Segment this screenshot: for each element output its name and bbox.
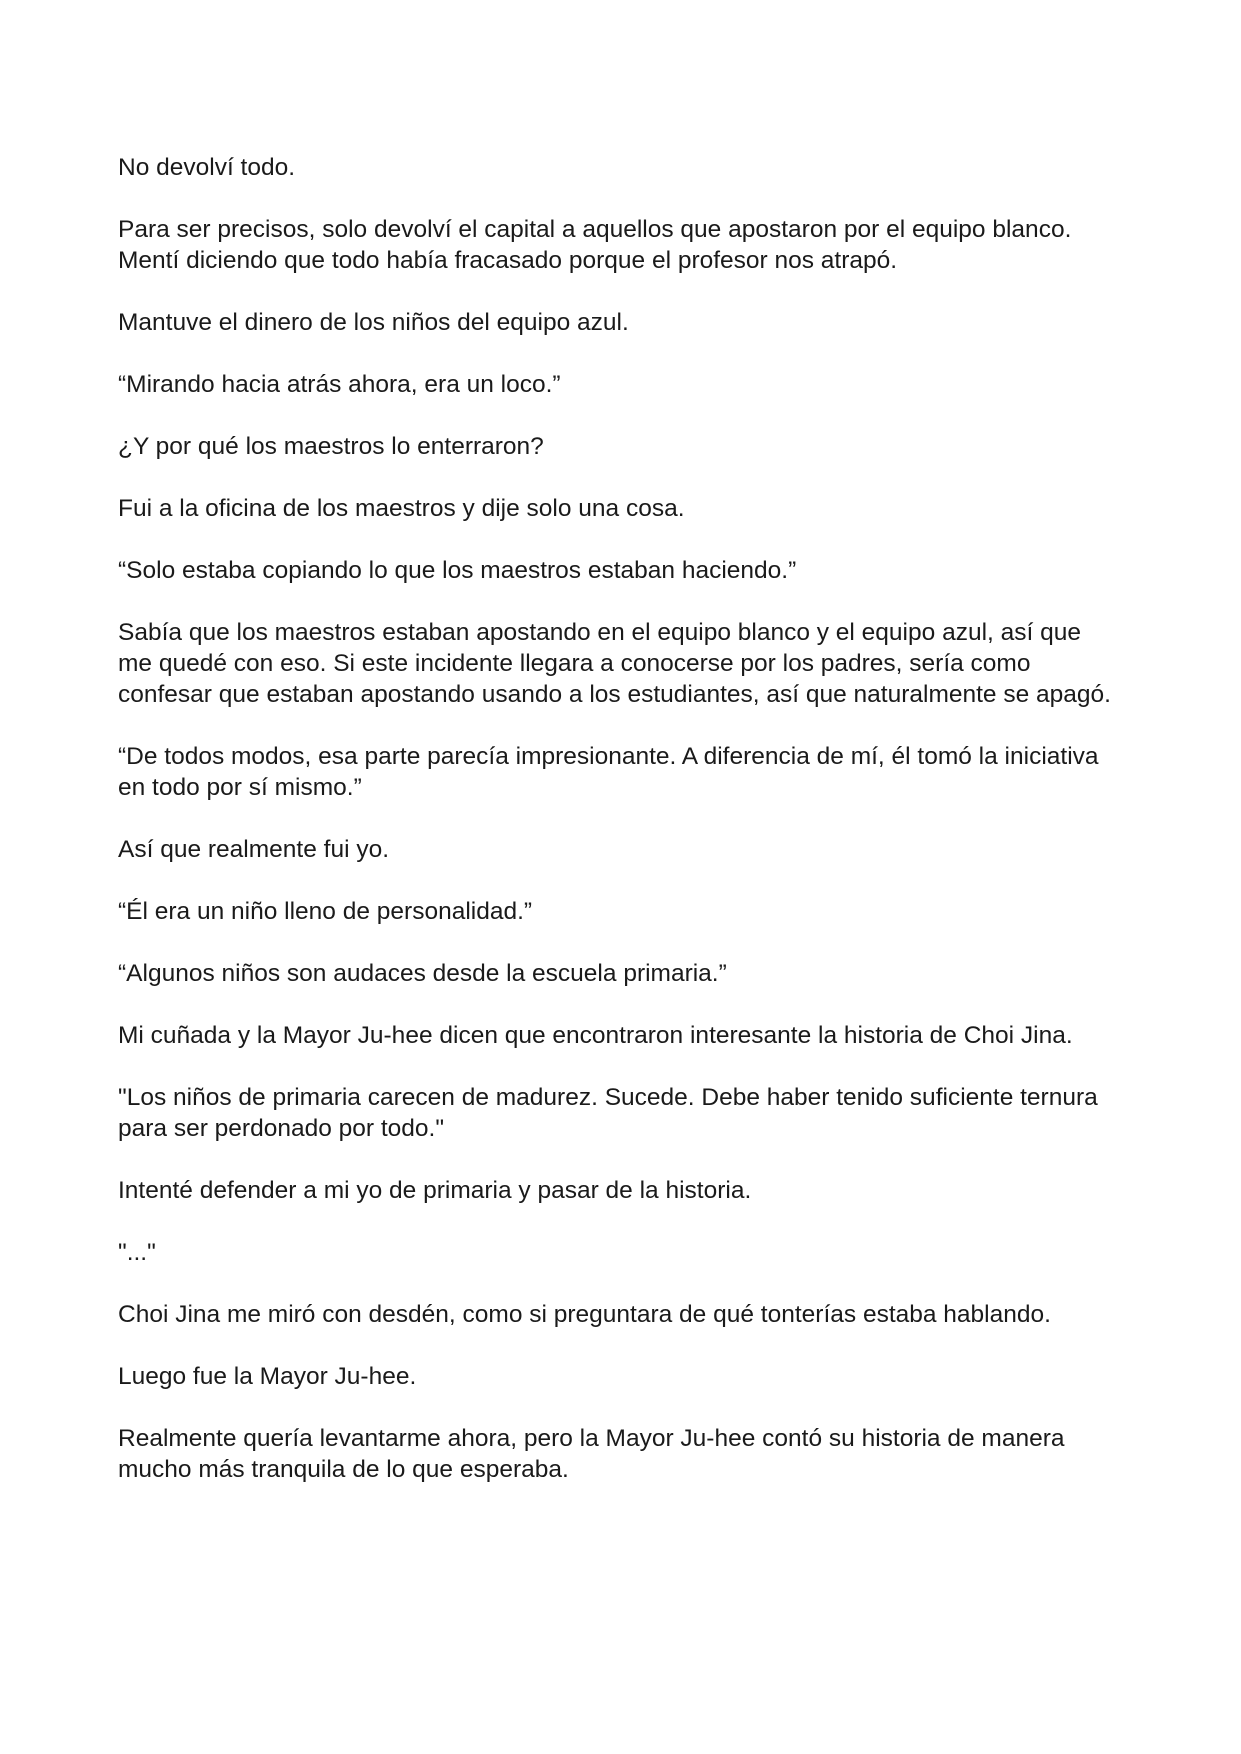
- paragraph: Fui a la oficina de los maestros y dije solo una cosa.: [118, 495, 685, 522]
- paragraph: Sabía que los maestros estaban apostando en el equipo blanco y el equipo azul, así que me quedé con eso. Si este incidente llegara a conocerse por los padres, sería como confesar que estaban apostando usando a los estudiantes, así que naturalmente se apagó.: [118, 619, 1111, 708]
- paragraph: "Los niños de primaria carecen de madurez. Sucede. Debe haber tenido suficiente ternura para ser perdonado por todo.": [118, 1084, 1098, 1142]
- paragraph: “Algunos niños son audaces desde la escuela primaria.”: [118, 960, 727, 987]
- paragraph: Así que realmente fui yo.: [118, 836, 390, 863]
- paragraph: Luego fue la Mayor Ju-hee.: [118, 1363, 417, 1390]
- paragraph: “Él era un niño lleno de personalidad.”: [118, 898, 533, 925]
- paragraph: Choi Jina me miró con desdén, como si preguntara de qué tonterías estaba hablando.: [118, 1301, 1051, 1328]
- paragraph: "...": [118, 1239, 156, 1266]
- paragraph: Intenté defender a mi yo de primaria y pasar de la historia.: [118, 1177, 752, 1204]
- paragraph: ¿Y por qué los maestros lo enterraron?: [118, 433, 544, 460]
- paragraph: “Solo estaba copiando lo que los maestros estaban haciendo.”: [118, 557, 797, 584]
- document-page: [118, 152, 1118, 1516]
- paragraph: “De todos modos, esa parte parecía impresionante. A diferencia de mí, él tomó la iniciativa en todo por sí mismo.”: [118, 743, 1099, 801]
- paragraph: Mi cuñada y la Mayor Ju-hee dicen que encontraron interesante la historia de Choi Jina.: [118, 1022, 1073, 1049]
- paragraph: Mantuve el dinero de los niños del equipo azul.: [118, 309, 629, 336]
- paragraph: Realmente quería levantarme ahora, pero la Mayor Ju-hee contó su historia de manera mucho más tranquila de lo que esperaba.: [118, 1425, 1065, 1483]
- paragraph: No devolví todo.: [118, 154, 296, 181]
- paragraph: “Mirando hacia atrás ahora, era un loco.”: [118, 371, 561, 398]
- paragraph: Para ser precisos, solo devolví el capital a aquellos que apostaron por el equipo blanco. Mentí diciendo que todo había fracasado porque el profesor nos atrapó.: [118, 216, 1072, 274]
